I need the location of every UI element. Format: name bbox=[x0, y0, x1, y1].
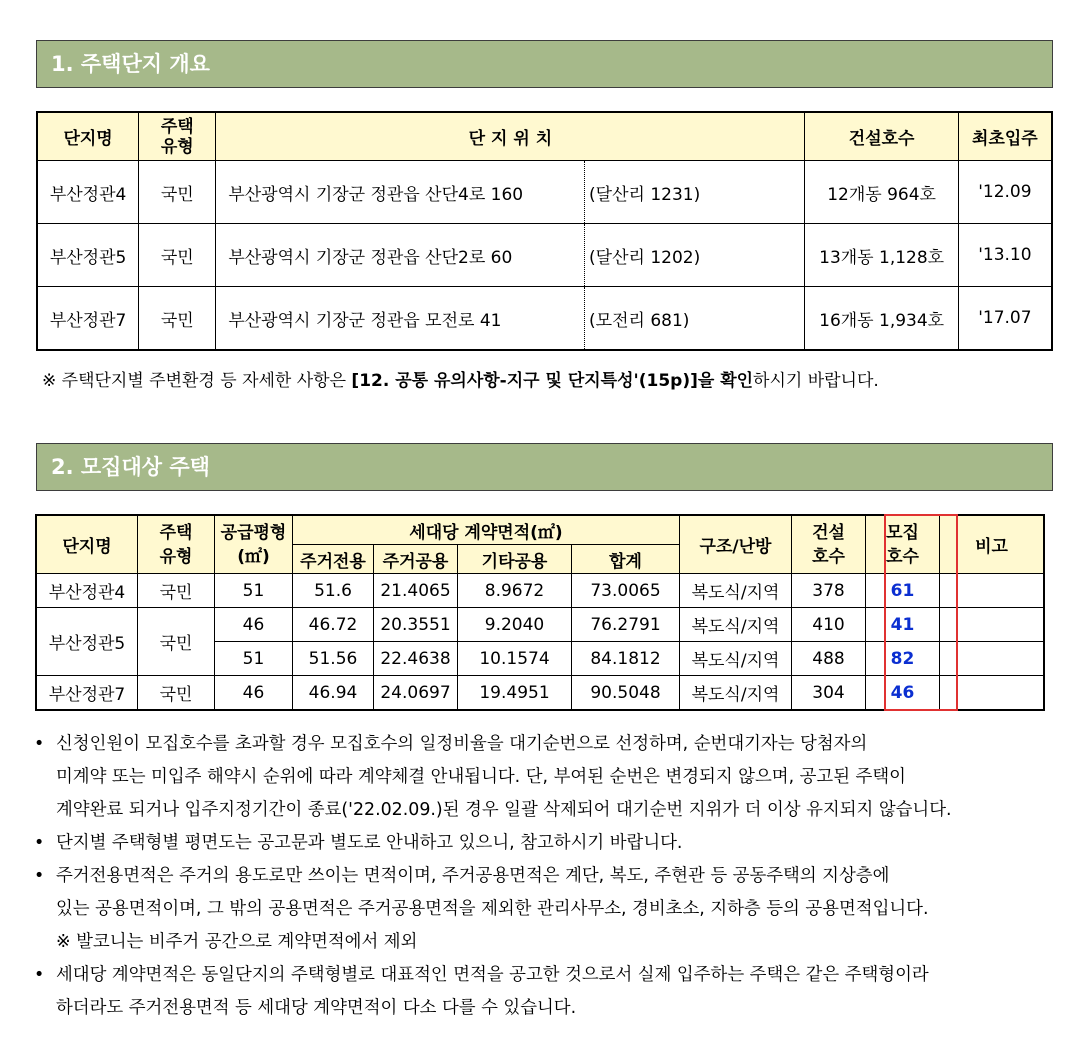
bullet-line: 주거전용면적은 주거의 용도로만 쓰이는 면적이며, 주거공용면적은 계단, 복도, 주현관 등 공동주택의 지상층에 bbox=[56, 866, 890, 886]
note-bold: [12. 공통 유의사항-지구 및 단지특성'(15p)]을 확인 bbox=[351, 371, 754, 391]
unit-count: 16개동 1,934호 bbox=[805, 287, 958, 351]
header-total: 합계 bbox=[572, 545, 680, 574]
section-1-title: 1. 주택단지 개요 bbox=[36, 40, 1053, 88]
section-1-note bbox=[42, 366, 879, 391]
supply-size: 46 bbox=[215, 676, 293, 711]
table-row bbox=[36, 608, 1044, 642]
bullet-dot: • bbox=[34, 734, 45, 754]
supply-size: 46 bbox=[215, 608, 293, 642]
header-remarks: 비고 bbox=[940, 515, 1045, 574]
bullet-item bbox=[32, 827, 1062, 860]
note-suffix: 하시기 바랍니다. bbox=[753, 371, 879, 391]
header-housing-type: 주택 유형 bbox=[139, 112, 216, 161]
structure-heating: 복도식/지역 bbox=[680, 608, 792, 642]
built-units: 488 bbox=[792, 642, 866, 676]
table-row bbox=[37, 224, 1052, 287]
lot-number: (달산리 1202) bbox=[585, 224, 805, 287]
housing-type: 국민 bbox=[139, 287, 216, 351]
header-location: 단 지 위 치 bbox=[216, 112, 805, 161]
built-units: 410 bbox=[792, 608, 866, 642]
remarks bbox=[940, 642, 1045, 676]
header-structure: 구조/난방 bbox=[680, 515, 792, 574]
header-exclusive: 주거전용 bbox=[293, 545, 374, 574]
remarks bbox=[940, 676, 1045, 711]
table-header-row bbox=[36, 515, 1044, 545]
header-units: 건설호수 bbox=[805, 112, 958, 161]
table-row bbox=[36, 676, 1044, 711]
total-area: 90.5048 bbox=[572, 676, 680, 711]
first-move-in: '13.10 bbox=[958, 224, 1052, 287]
header-common: 주거공용 bbox=[374, 545, 458, 574]
header-supply-size: 공급평형 (㎡) bbox=[215, 515, 293, 574]
bullet-line: 단지별 주택형별 평면도는 공고문과 별도로 안내하고 있으니, 참고하시기 바랍니다. bbox=[56, 833, 683, 853]
bullet-line: 하더라도 주거전용면적 등 세대당 계약면적이 다소 다를 수 있습니다. bbox=[56, 998, 577, 1018]
other-common-area: 8.9672 bbox=[458, 574, 572, 608]
remarks bbox=[940, 574, 1045, 608]
common-area: 24.0697 bbox=[374, 676, 458, 711]
housing-type: 국민 bbox=[139, 161, 216, 224]
header-recruit-units: 모집 호수 bbox=[866, 515, 940, 574]
supply-size: 51 bbox=[215, 642, 293, 676]
address: 부산광역시 기장군 정관읍 산단4로 160 bbox=[216, 161, 585, 224]
bullet-dot: • bbox=[34, 833, 45, 853]
header-first-move-in: 최초입주 bbox=[958, 112, 1052, 161]
housing-type: 국민 bbox=[139, 224, 216, 287]
first-move-in: '17.07 bbox=[958, 287, 1052, 351]
exclusive-area: 51.6 bbox=[293, 574, 374, 608]
table-row bbox=[37, 287, 1052, 351]
complex-name: 부산정관4 bbox=[37, 161, 139, 224]
bullet-item bbox=[32, 959, 1062, 1025]
recruitment-table bbox=[35, 514, 1045, 711]
table-row bbox=[36, 574, 1044, 608]
other-common-area: 10.1574 bbox=[458, 642, 572, 676]
common-area: 20.3551 bbox=[374, 608, 458, 642]
header-contract-area: 세대당 계약면적(㎡) bbox=[293, 515, 680, 545]
housing-type: 국민 bbox=[138, 608, 215, 676]
exclusive-area: 46.94 bbox=[293, 676, 374, 711]
common-area: 21.4065 bbox=[374, 574, 458, 608]
header-built-units: 건설 호수 bbox=[792, 515, 866, 574]
structure-heating: 복도식/지역 bbox=[680, 574, 792, 608]
remarks bbox=[940, 608, 1045, 642]
complex-name: 부산정관4 bbox=[36, 574, 138, 608]
first-move-in: '12.09 bbox=[958, 161, 1052, 224]
recruit-units: 61 bbox=[866, 574, 940, 608]
bullet-dot: • bbox=[34, 965, 45, 985]
bullet-line: 세대당 계약면적은 동일단지의 주택형별로 대표적인 면적을 공고한 것으로서 실제 입주하는 주택은 같은 주택형이라 bbox=[56, 965, 929, 985]
address: 부산광역시 기장군 정관읍 산단2로 60 bbox=[216, 224, 585, 287]
complex-name: 부산정관7 bbox=[36, 676, 138, 711]
table-header-row bbox=[37, 112, 1052, 161]
header-other-common: 기타공용 bbox=[458, 545, 572, 574]
recruit-units: 46 bbox=[866, 676, 940, 711]
housing-type: 국민 bbox=[138, 676, 215, 711]
unit-count: 13개동 1,128호 bbox=[805, 224, 958, 287]
other-common-area: 19.4951 bbox=[458, 676, 572, 711]
exclusive-area: 51.56 bbox=[293, 642, 374, 676]
bullet-line: 신청인원이 모집호수를 초과할 경우 모집호수의 일정비율을 대기순번으로 선정하며, 순번대기자는 당첨자의 bbox=[56, 734, 868, 754]
section-2-title: 2. 모집대상 주택 bbox=[36, 443, 1053, 491]
exclusive-area: 46.72 bbox=[293, 608, 374, 642]
housing-type: 국민 bbox=[138, 574, 215, 608]
complex-name: 부산정관5 bbox=[37, 224, 139, 287]
built-units: 378 bbox=[792, 574, 866, 608]
bullet-line: 계약완료 되거나 입주지정기간이 종료('22.02.09.)된 경우 일괄 삭제되어 대기순번 지위가 더 이상 유지되지 않습니다. bbox=[56, 800, 952, 820]
complex-name: 부산정관7 bbox=[37, 287, 139, 351]
note-prefix: ※ 주택단지별 주변환경 등 자세한 사항은 bbox=[42, 371, 352, 391]
structure-heating: 복도식/지역 bbox=[680, 642, 792, 676]
recruit-units: 82 bbox=[866, 642, 940, 676]
bullet-line: ※ 발코니는 비주거 공간으로 계약면적에서 제외 bbox=[56, 932, 418, 952]
total-area: 84.1812 bbox=[572, 642, 680, 676]
header-complex-name: 단지명 bbox=[36, 515, 138, 574]
header-complex-name: 단지명 bbox=[37, 112, 139, 161]
notes-list bbox=[32, 728, 1062, 1025]
supply-size: 51 bbox=[215, 574, 293, 608]
lot-number: (모전리 681) bbox=[585, 287, 805, 351]
complex-name: 부산정관5 bbox=[36, 608, 138, 676]
common-area: 22.4638 bbox=[374, 642, 458, 676]
lot-number: (달산리 1231) bbox=[585, 161, 805, 224]
table-row bbox=[37, 161, 1052, 224]
built-units: 304 bbox=[792, 676, 866, 711]
bullet-line: 미계약 또는 미입주 해약시 순위에 따라 계약체결 안내됩니다. 단, 부여된 순번은 변경되지 않으며, 공고된 주택이 bbox=[56, 767, 906, 787]
unit-count: 12개동 964호 bbox=[805, 161, 958, 224]
bullet-line: 있는 공용면적이며, 그 밖의 공용면적은 주거공용면적을 제외한 관리사무소, 경비초소, 지하층 등의 공용면적입니다. bbox=[56, 899, 929, 919]
structure-heating: 복도식/지역 bbox=[680, 676, 792, 711]
address: 부산광역시 기장군 정관읍 모전로 41 bbox=[216, 287, 585, 351]
header-housing-type: 주택 유형 bbox=[138, 515, 215, 574]
bullet-dot: • bbox=[34, 866, 45, 886]
bullet-item bbox=[32, 728, 1062, 827]
total-area: 76.2791 bbox=[572, 608, 680, 642]
bullet-item bbox=[32, 860, 1062, 959]
other-common-area: 9.2040 bbox=[458, 608, 572, 642]
total-area: 73.0065 bbox=[572, 574, 680, 608]
recruit-units: 41 bbox=[866, 608, 940, 642]
complex-overview-table bbox=[36, 111, 1053, 351]
